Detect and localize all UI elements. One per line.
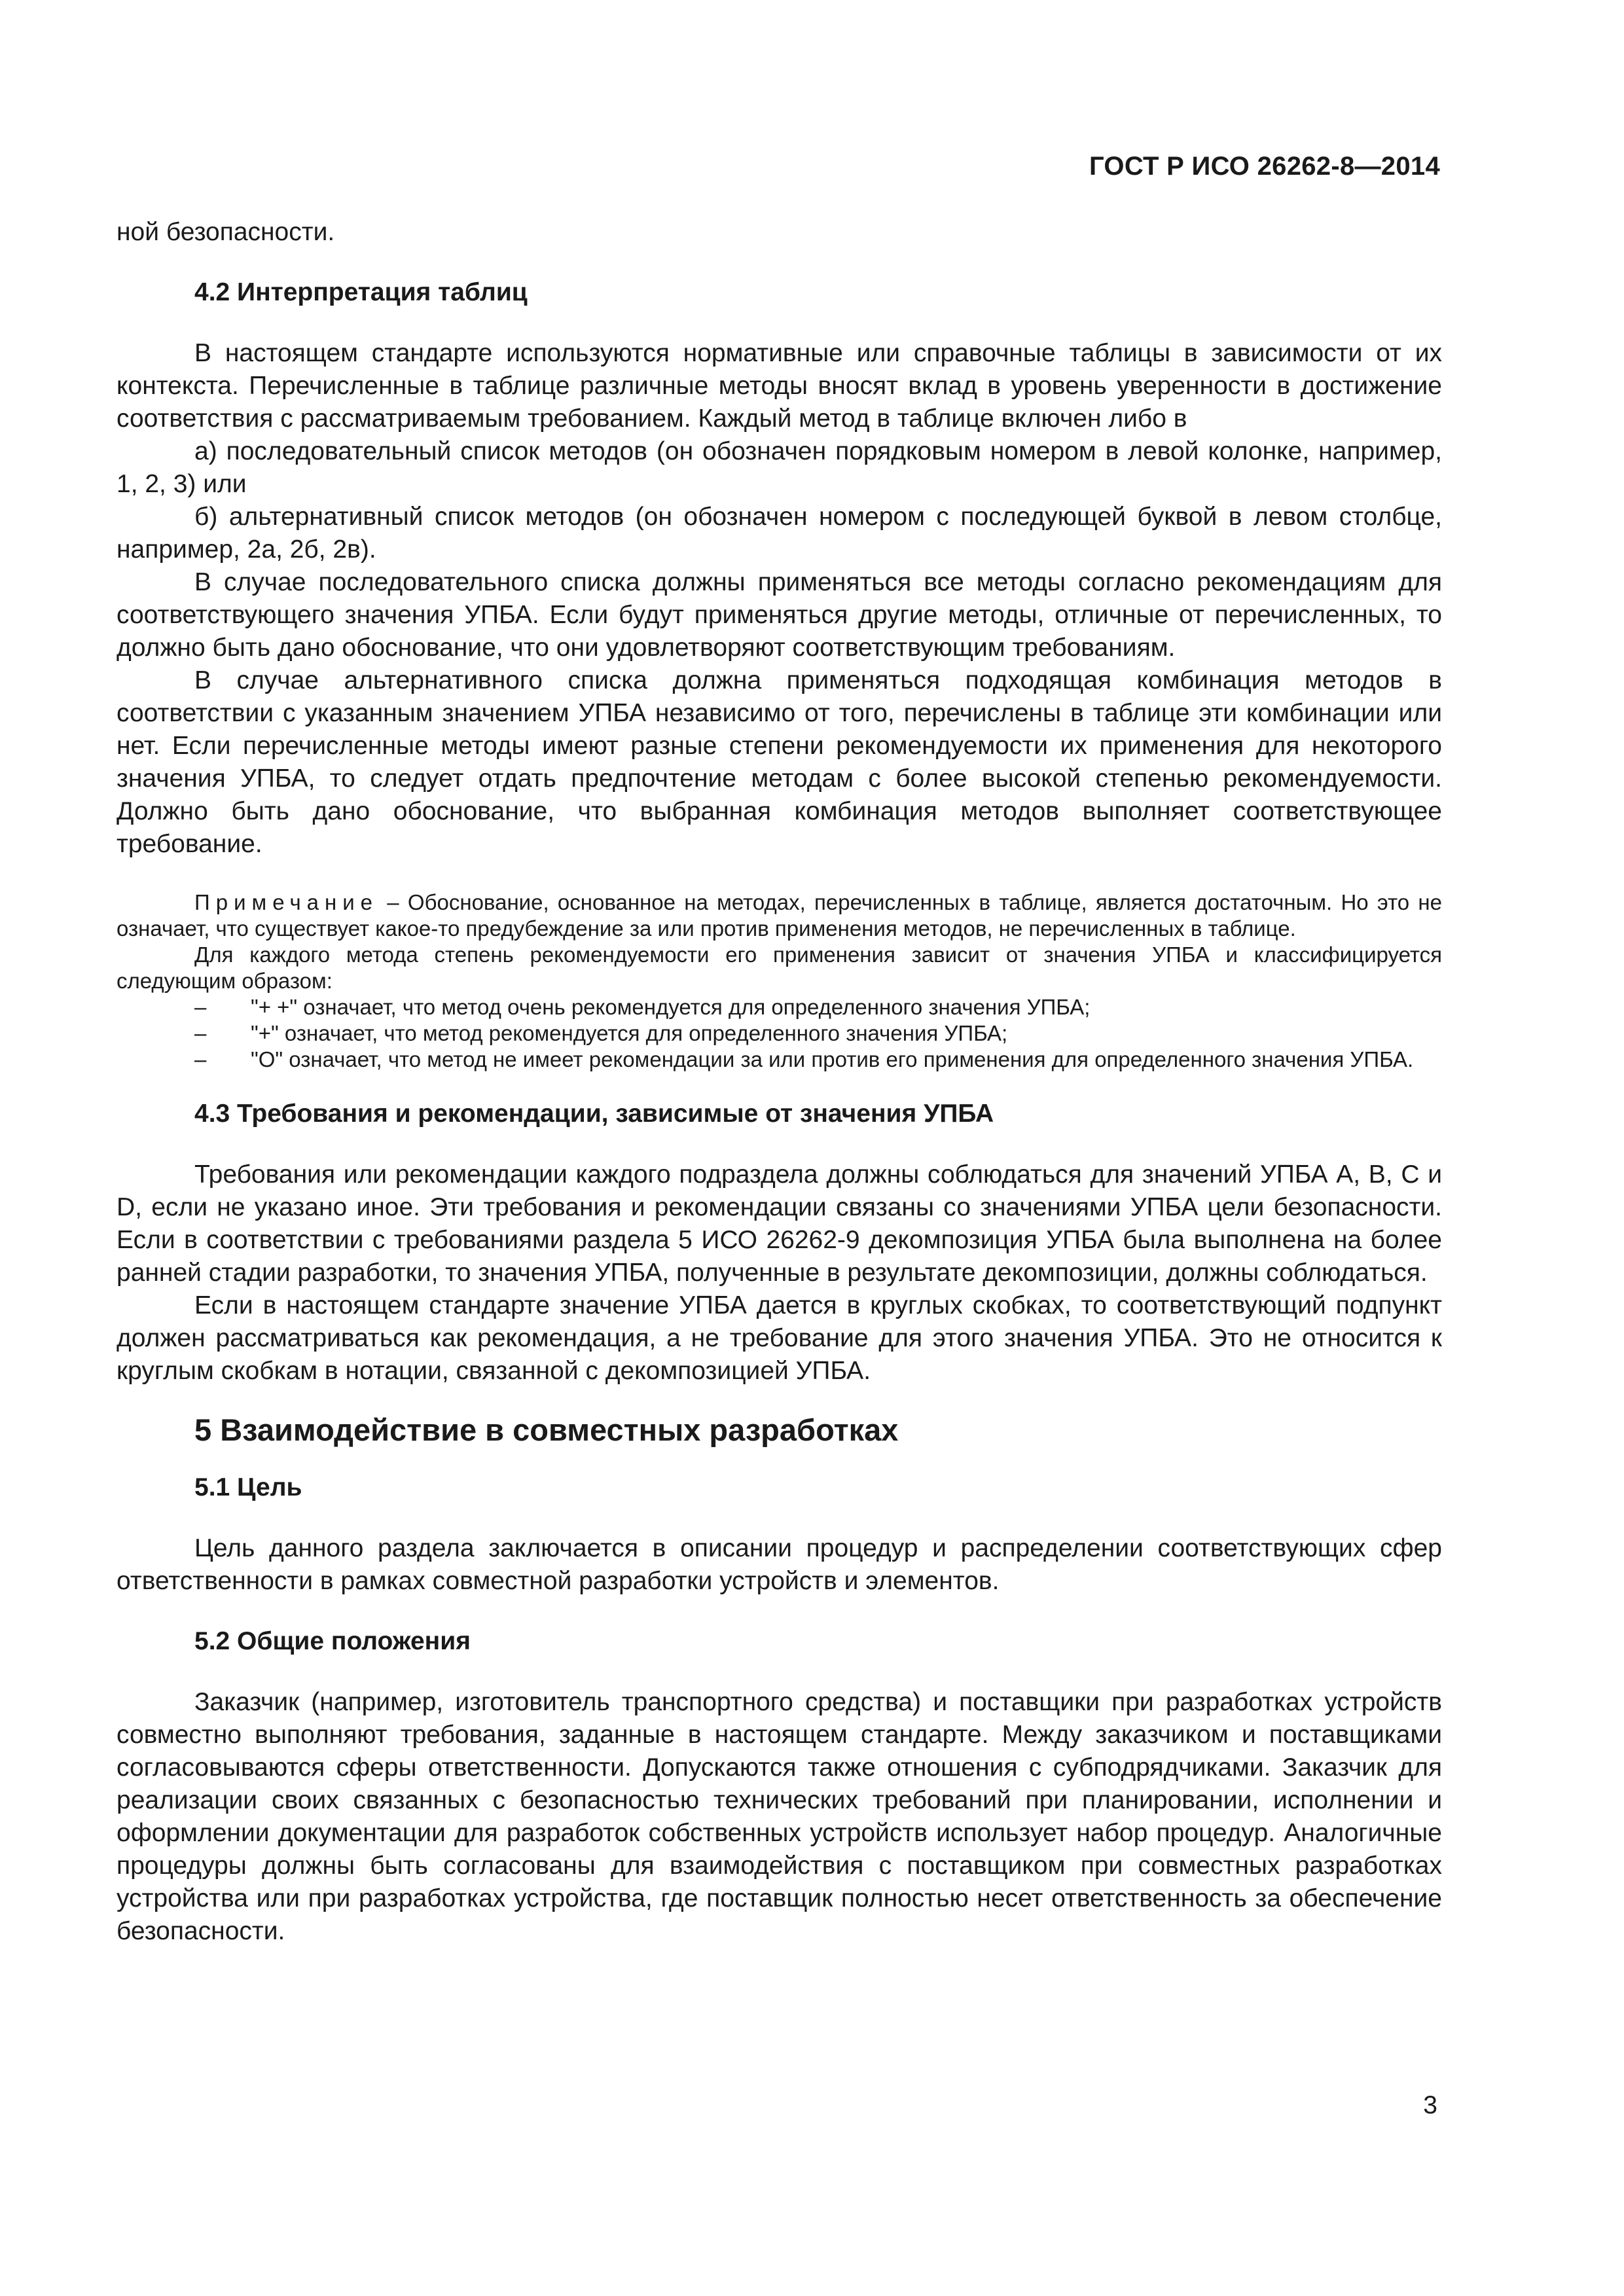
section-5-2-title: 5.2 Общие положения (194, 1627, 471, 1655)
section-4-2-title: 4.2 Интерпретация таблиц (194, 278, 528, 306)
note-paragraph-2: Для каждого метода степень рекомендуемости его применения зависит от значения УПБА и классифицируется следующим образом: (117, 942, 1442, 993)
section-4-2-paragraph-1: В настоящем стандарте используются нормативные или справочные таблицы в зависимости от их контекста. Перечисленные в таблице различные методы вносят вклад в уровень уверенности в достижение соответствия с рассматриваемым требованием. Каждый метод в таблице включен либо в (117, 339, 1442, 433)
section-4-3-paragraph-1: Требования или рекомендации каждого подраздела должны соблюдаться для значений УПБА А, В, С и D, если не указано иное. Эти требования и рекомендации связаны со значениями УПБА цели безопасности. Если в соответствии с требованиями раздела 5 ИСО 26262-9 декомпозиция УПБА была выполнена на более ранней стадии разработки, то значения УПБА, полученные в результате декомпозиции, должны соблюдаться. (117, 1160, 1442, 1287)
note-list-item-3: – "О" означает, что метод не имеет рекомендации за или против его применения для определенного значения УПБА. (194, 1047, 1414, 1071)
dash-marker: – (194, 995, 207, 1019)
section-4-2-paragraph-2: В случае последовательного списка должны применяться все методы согласно рекомендациям для соответствующего значения УПБА. Если будут применяться другие методы, отличные от перечисленных, то должно быть дано обоснование, что они удовлетворяют соответствующим требованиям. (117, 568, 1442, 662)
section-4-3-paragraph-2: Если в настоящем стандарте значение УПБА дается в круглых скобках, то соответствующий подпункт должен рассматриваться как рекомендация, а не требование для этого значения УПБА. Это не относится к круглым скобкам в нотации, связанной с декомпозицией УПБА. (117, 1291, 1442, 1385)
page-number: 3 (1423, 2091, 1437, 2119)
section-5-title: 5 Взаимодействие в совместных разработках (194, 1412, 899, 1447)
document-code: ГОСТ Р ИСО 26262-8—2014 (1089, 152, 1440, 181)
section-4-3-title: 4.3 Требования и рекомендации, зависимые от значения УПБА (194, 1100, 994, 1128)
dash-marker: – (194, 1047, 207, 1071)
section-5-2-paragraph: Заказчик (например, изготовитель транспортного средства) и поставщики при разработках устройств совместно выполняют требования, заданные в настоящем стандарте. Между заказчиком и поставщиками согласовываются сферы ответственности. Допускаются также отношения с субподрядчиками. Заказчик для реализации своих связанных с безопасностью технических требований при планировании, исполнении и оформлении документации для разработок собственных устройств использует набор процедур. Аналогичные процедуры должны быть согласованы для взаимодействия с поставщиком при совместных разработках устройства или при разработках устройства, где поставщик полностью несет ответственность за обеспечение безопасности. (117, 1688, 1442, 1945)
section-4-2-item-a: а) последовательный список методов (он обозначен порядковым номером в левой колонке, например, 1, 2, 3) или (117, 437, 1442, 498)
note-list-item-1: – "+ +" означает, что метод очень рекомендуется для определенного значения УПБА; (194, 995, 1091, 1019)
note-paragraph-1 (117, 889, 1442, 942)
dash-marker: – (194, 1021, 207, 1045)
note-text: – Обоснование, основанное на методах, перечисленных в таблице, является достаточным. Но это не означает, что существует какое-то предубеждение за или против применения методов, не перечисленных в таблице. (117, 890, 1442, 941)
note-list-item-2: – "+" означает, что метод рекомендуется для определенного значения УПБА; (194, 1021, 1008, 1045)
section-4-2-paragraph-3: В случае альтернативного списка должна применяться подходящая комбинация методов в соответствии с указанным значением УПБА независимо от того, перечислены в таблице эти комбинации или нет. Если перечисленные методы имеют разные степени рекомендуемости их применения для некоторого значения УПБА, то следует отдать предпочтение методам с более высокой степенью рекомендуемости. Должно быть дано обоснование, что выбранная комбинация методов выполняет соответствующее требование. (117, 666, 1442, 858)
note-block (117, 889, 1442, 1073)
continuation-text: ной безопасности. (117, 218, 335, 246)
page-content (117, 216, 1442, 1948)
note-label: Примечание (194, 890, 379, 914)
section-4-2-item-b: б) альтернативный список методов (он обозначен номером с последующей буквой в левом столбце, например, 2а, 2б, 2в). (117, 503, 1442, 564)
section-5-1-paragraph: Цель данного раздела заключается в описании процедур и распределении соответствующих сфер ответственности в рамках совместной разработки устройств и элементов. (117, 1534, 1442, 1595)
section-5-1-title: 5.1 Цель (194, 1473, 302, 1501)
